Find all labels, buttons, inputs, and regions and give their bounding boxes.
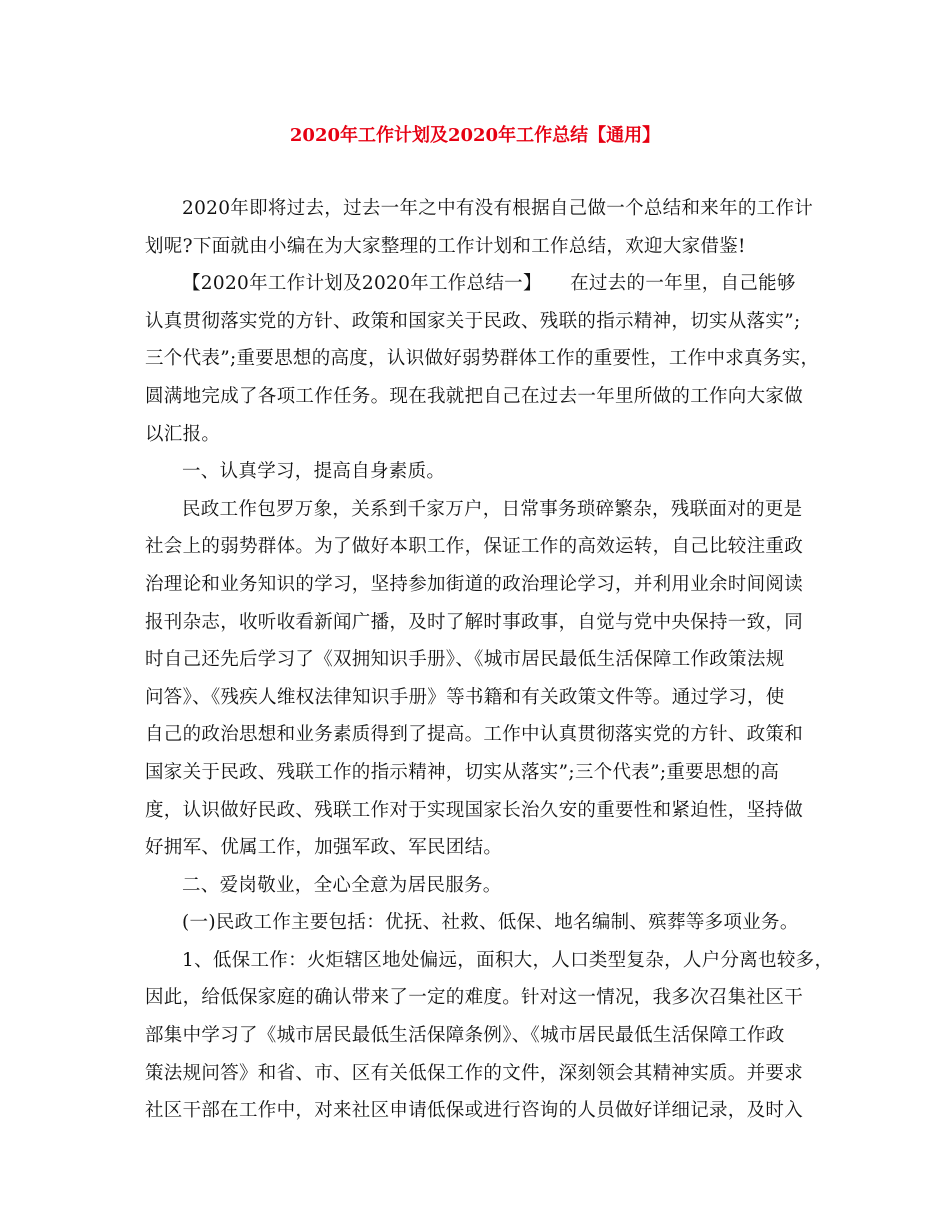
paragraph-line: 社区干部在工作中，对来社区申请低保或进行咨询的人员做好详细记录，及时入 <box>145 1100 804 1122</box>
paragraph-line: 问答》、《残疾人维权法律知识手册》等书籍和有关政策文件等。通过学习，使 <box>145 686 785 708</box>
paragraph-line: 【2020年工作计划及2020年工作总结一】 在过去的一年里，自己能够 <box>182 273 796 295</box>
paragraph-line: 报刊杂志，收听收看新闻广播，及时了解时事政事，自觉与党中央保持一致，同 <box>145 611 804 633</box>
paragraph-line: 社会上的弱势群体。为了做好本职工作，保证工作的高效运转，自己比较注重政 <box>145 536 804 558</box>
paragraph-line: 好拥军、优属工作，加强军政、军民团结。 <box>145 837 503 859</box>
paragraph-line: 治理论和业务知识的学习，坚持参加街道的政治理论学习，并利用业余时间阅读 <box>145 573 804 595</box>
document-body <box>145 190 834 1130</box>
paragraph-line: 因此，给低保家庭的确认带来了一定的难度。针对这一情况，我多次召集社区干 <box>145 987 804 1009</box>
paragraph-line: 国家关于民政、残联工作的指示精神，切实从落实”;三个代表”;重要思想的高 <box>145 761 780 783</box>
paragraph-line: (一)民政工作主要包括：优抚、社救、低保、地名编制、殡葬等多项业务。 <box>182 912 799 934</box>
paragraph-line: 三个代表”;重要思想的高度，认识做好弱势群体工作的重要性，工作中求真务实， <box>145 348 820 370</box>
paragraph-line: 民政工作包罗万象，关系到千家万户，日常事务琐碎繁杂，残联面对的更是 <box>182 498 803 520</box>
paragraph-line: 以汇报。 <box>145 423 221 445</box>
document-title: 2020年工作计划及2020年工作总结【通用】 <box>289 125 661 146</box>
section-heading: 二、爱岗敬业，全心全意为居民服务。 <box>182 874 502 896</box>
paragraph-line: 1、低保工作：火炬辖区地处偏远，面积大，人口类型复杂，人户分离也较多， <box>182 949 834 971</box>
paragraph-line: 划呢?下面就由小编在为大家整理的工作计划和工作总结，欢迎大家借鉴! <box>145 235 746 257</box>
paragraph-line: 时自己还先后学习了《双拥知识手册》、《城市居民最低生活保障工作政策法规 <box>145 649 785 671</box>
paragraph-line: 2020年即将过去，过去一年之中有没有根据自己做一个总结和来年的工作计 <box>182 198 814 219</box>
paragraph-line: 策法规问答》和省、市、区有关低保工作的文件，深刻领会其精神实质。并要求 <box>145 1062 804 1084</box>
paragraph-line: 圆满地完成了各项工作任务。现在我就把自己在过去一年里所做的工作向大家做 <box>145 385 804 407</box>
paragraph-line: 认真贯彻落实党的方针、政策和国家关于民政、残联的指示精神，切实从落实”; <box>145 310 801 332</box>
paragraph-line: 自己的政治思想和业务素质得到了提高。工作中认真贯彻落实党的方针、政策和 <box>145 724 804 746</box>
paragraph-line: 度，认识做好民政、残联工作对于实现国家长治久安的重要性和紧迫性，坚持做 <box>145 799 804 821</box>
section-heading: 一、认真学习，提高自身素质。 <box>182 461 446 483</box>
paragraph-line: 部集中学习了《城市居民最低生活保障条例》、《城市居民最低生活保障工作政 <box>145 1025 785 1047</box>
